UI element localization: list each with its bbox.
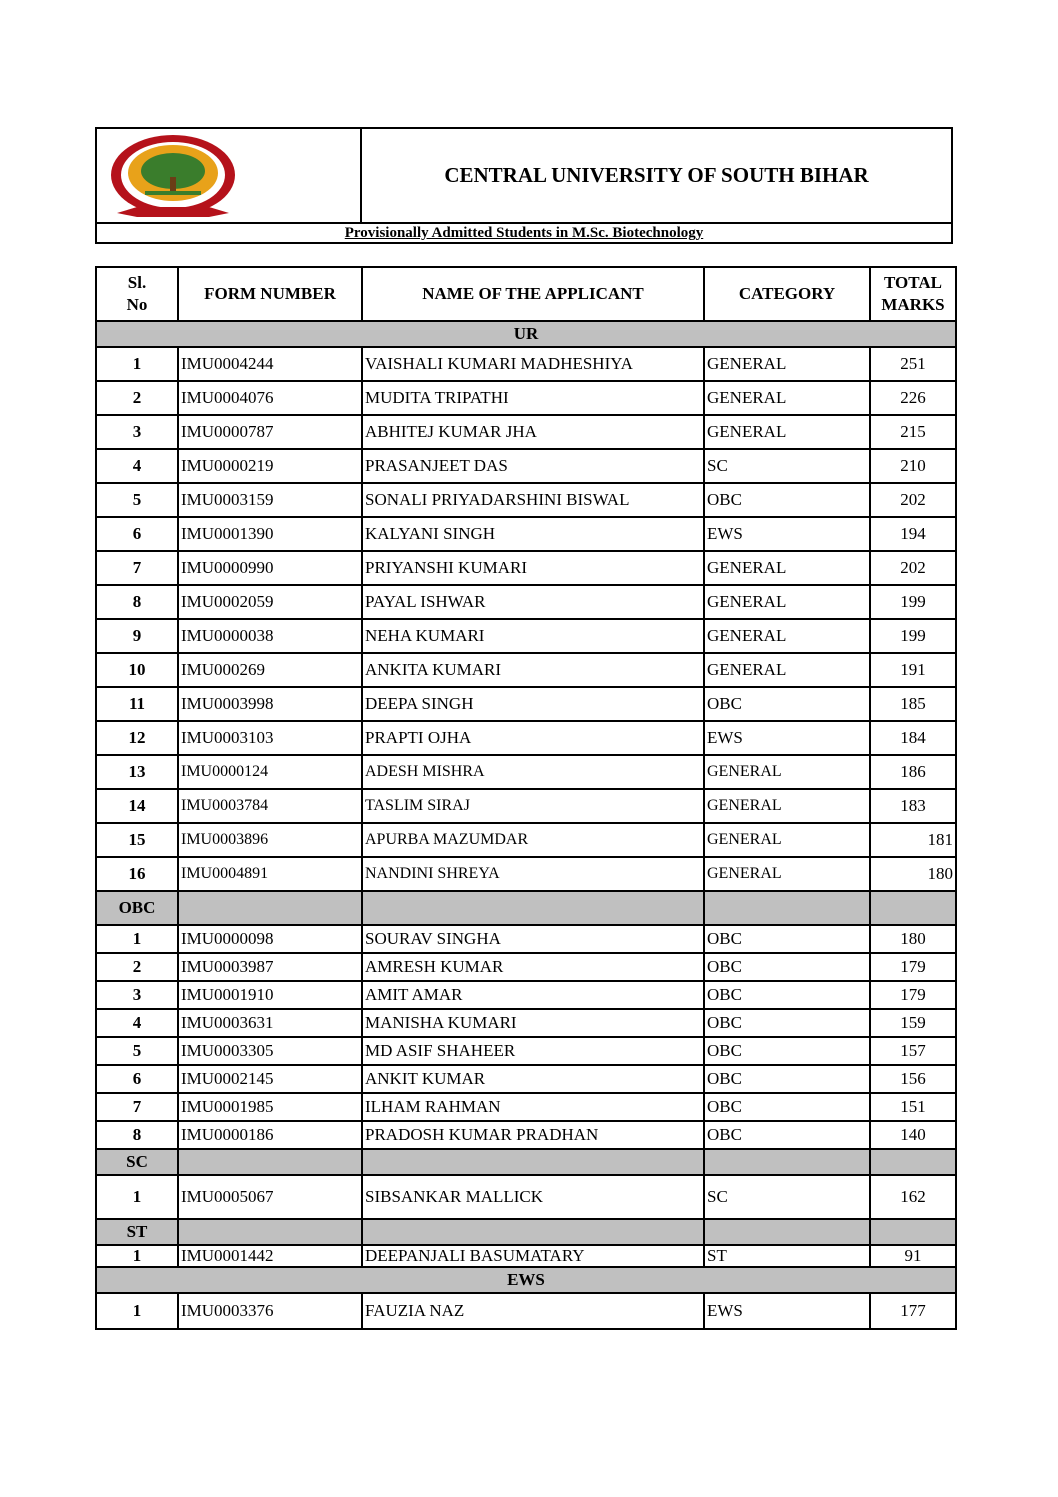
row-form-number: IMU0000186	[178, 1121, 362, 1149]
section-row-sc	[96, 1149, 956, 1175]
row-total-marks: 186	[870, 755, 956, 789]
row-category: OBC	[704, 1065, 870, 1093]
page-subtitle: Provisionally Admitted Students in M.Sc. Biotechnology	[97, 222, 951, 242]
logo-cell	[97, 129, 362, 222]
section-label: SC	[96, 1149, 178, 1175]
row-form-number: IMU0000219	[178, 449, 362, 483]
row-category: EWS	[704, 517, 870, 551]
row-serial: 1	[96, 347, 178, 381]
col-header-marks-line1: TOTAL	[884, 273, 942, 292]
row-total-marks: 140	[870, 1121, 956, 1149]
row-total-marks: 185	[870, 687, 956, 721]
section-row-st	[96, 1219, 956, 1245]
row-category: GENERAL	[704, 415, 870, 449]
row-form-number: IMU0004891	[178, 857, 362, 891]
table-row	[96, 1093, 956, 1121]
table-row	[96, 1121, 956, 1149]
row-category: SC	[704, 449, 870, 483]
row-category: OBC	[704, 483, 870, 517]
row-serial: 10	[96, 653, 178, 687]
table-row	[96, 1009, 956, 1037]
row-total-marks: 180	[870, 925, 956, 953]
row-total-marks: 159	[870, 1009, 956, 1037]
row-applicant-name: PRAPTI OJHA	[362, 721, 704, 755]
row-serial: 7	[96, 551, 178, 585]
row-category: EWS	[704, 1293, 870, 1329]
row-applicant-name: PRASANJEET DAS	[362, 449, 704, 483]
table-row	[96, 415, 956, 449]
row-serial: 2	[96, 953, 178, 981]
row-serial: 1	[96, 925, 178, 953]
section-cell	[870, 891, 956, 925]
row-applicant-name: PRADOSH KUMAR PRADHAN	[362, 1121, 704, 1149]
row-applicant-name: DEEPANJALI BASUMATARY	[362, 1245, 704, 1267]
section-row-ur	[96, 321, 956, 347]
row-applicant-name: AMRESH KUMAR	[362, 953, 704, 981]
row-serial: 5	[96, 1037, 178, 1065]
row-form-number: IMU0003998	[178, 687, 362, 721]
row-serial: 9	[96, 619, 178, 653]
row-serial: 1	[96, 1175, 178, 1219]
row-form-number: IMU0003631	[178, 1009, 362, 1037]
section-cell	[362, 1219, 704, 1245]
row-applicant-name: MD ASIF SHAHEER	[362, 1037, 704, 1065]
row-total-marks: 156	[870, 1065, 956, 1093]
row-category: GENERAL	[704, 823, 870, 857]
table-row	[96, 925, 956, 953]
table-row	[96, 981, 956, 1009]
row-form-number: IMU0000098	[178, 925, 362, 953]
row-applicant-name: ILHAM RAHMAN	[362, 1093, 704, 1121]
row-form-number: IMU0001442	[178, 1245, 362, 1267]
row-form-number: IMU0003987	[178, 953, 362, 981]
row-category: EWS	[704, 721, 870, 755]
row-total-marks: 202	[870, 551, 956, 585]
row-applicant-name: NEHA KUMARI	[362, 619, 704, 653]
section-label: EWS	[96, 1267, 956, 1293]
row-form-number: IMU0004244	[178, 347, 362, 381]
row-form-number: IMU0002145	[178, 1065, 362, 1093]
row-serial: 4	[96, 449, 178, 483]
row-category: OBC	[704, 1037, 870, 1065]
section-cell	[178, 1219, 362, 1245]
row-serial: 8	[96, 1121, 178, 1149]
table-row	[96, 857, 956, 891]
row-applicant-name: TASLIM SIRAJ	[362, 789, 704, 823]
row-category: GENERAL	[704, 619, 870, 653]
row-category: GENERAL	[704, 347, 870, 381]
row-category: OBC	[704, 1093, 870, 1121]
section-cell	[870, 1149, 956, 1175]
col-header-marks	[870, 267, 956, 321]
row-category: GENERAL	[704, 789, 870, 823]
row-form-number: IMU0003376	[178, 1293, 362, 1329]
row-total-marks: 251	[870, 347, 956, 381]
table-row	[96, 789, 956, 823]
row-category: GENERAL	[704, 653, 870, 687]
table-row	[96, 483, 956, 517]
table-row	[96, 721, 956, 755]
table-row	[96, 347, 956, 381]
row-total-marks: 91	[870, 1245, 956, 1267]
row-serial: 6	[96, 517, 178, 551]
row-form-number: IMU0000124	[178, 755, 362, 789]
row-form-number: IMU0003159	[178, 483, 362, 517]
row-total-marks: 226	[870, 381, 956, 415]
row-category: OBC	[704, 953, 870, 981]
row-total-marks: 210	[870, 449, 956, 483]
table-row	[96, 1293, 956, 1329]
section-cell	[362, 891, 704, 925]
row-total-marks: 191	[870, 653, 956, 687]
row-serial: 6	[96, 1065, 178, 1093]
table-row	[96, 449, 956, 483]
col-header-sl-line1: Sl.	[127, 273, 147, 292]
row-total-marks: 181	[870, 823, 956, 857]
row-applicant-name: PAYAL ISHWAR	[362, 585, 704, 619]
table-row	[96, 1065, 956, 1093]
row-total-marks: 199	[870, 619, 956, 653]
row-serial: 7	[96, 1093, 178, 1121]
row-category: GENERAL	[704, 551, 870, 585]
row-category: SC	[704, 1175, 870, 1219]
row-form-number: IMU0001985	[178, 1093, 362, 1121]
header-block	[95, 127, 953, 244]
row-form-number: IMU0003784	[178, 789, 362, 823]
row-total-marks: 179	[870, 981, 956, 1009]
row-total-marks: 162	[870, 1175, 956, 1219]
row-category: OBC	[704, 687, 870, 721]
row-category: OBC	[704, 981, 870, 1009]
table-row	[96, 619, 956, 653]
table-row	[96, 953, 956, 981]
row-form-number: IMU000269	[178, 653, 362, 687]
row-applicant-name: SONALI PRIYADARSHINI BISWAL	[362, 483, 704, 517]
row-applicant-name: FAUZIA NAZ	[362, 1293, 704, 1329]
table-row	[96, 823, 956, 857]
section-cell	[704, 1149, 870, 1175]
section-label: OBC	[96, 891, 178, 925]
table-row	[96, 517, 956, 551]
row-total-marks: 215	[870, 415, 956, 449]
university-title: CENTRAL UNIVERSITY OF SOUTH BIHAR	[444, 163, 869, 187]
row-category: OBC	[704, 1009, 870, 1037]
row-applicant-name: SIBSANKAR MALLICK	[362, 1175, 704, 1219]
row-total-marks: 194	[870, 517, 956, 551]
row-serial: 12	[96, 721, 178, 755]
row-form-number: IMU0005067	[178, 1175, 362, 1219]
row-serial: 3	[96, 981, 178, 1009]
row-serial: 15	[96, 823, 178, 857]
table-row	[96, 1037, 956, 1065]
row-applicant-name: MANISHA KUMARI	[362, 1009, 704, 1037]
row-total-marks: 177	[870, 1293, 956, 1329]
row-serial: 14	[96, 789, 178, 823]
section-cell	[362, 1149, 704, 1175]
row-applicant-name: DEEPA SINGH	[362, 687, 704, 721]
section-cell	[704, 1219, 870, 1245]
row-applicant-name: ANKITA KUMARI	[362, 653, 704, 687]
row-serial: 13	[96, 755, 178, 789]
admitted-students-table	[95, 266, 957, 1330]
table-row	[96, 381, 956, 415]
row-applicant-name: NANDINI SHREYA	[362, 857, 704, 891]
col-header-sl-line2: No	[126, 295, 148, 314]
col-header-category: CATEGORY	[704, 267, 870, 321]
row-form-number: IMU0000990	[178, 551, 362, 585]
row-total-marks: 184	[870, 721, 956, 755]
col-header-form: FORM NUMBER	[178, 267, 362, 321]
row-applicant-name: ANKIT KUMAR	[362, 1065, 704, 1093]
row-form-number: IMU0001390	[178, 517, 362, 551]
row-category: GENERAL	[704, 585, 870, 619]
section-row-ews	[96, 1267, 956, 1293]
row-category: ST	[704, 1245, 870, 1267]
row-applicant-name: VAISHALI KUMARI MADHESHIYA	[362, 347, 704, 381]
row-serial: 11	[96, 687, 178, 721]
section-label: ST	[96, 1219, 178, 1245]
row-applicant-name: SOURAV SINGHA	[362, 925, 704, 953]
section-cell	[704, 891, 870, 925]
row-total-marks: 179	[870, 953, 956, 981]
table-row	[96, 551, 956, 585]
row-serial: 3	[96, 415, 178, 449]
col-header-sl	[96, 267, 178, 321]
row-serial: 5	[96, 483, 178, 517]
university-logo	[107, 133, 239, 219]
row-serial: 2	[96, 381, 178, 415]
table-row	[96, 1245, 956, 1267]
table-row	[96, 1175, 956, 1219]
row-category: OBC	[704, 925, 870, 953]
section-cell	[178, 891, 362, 925]
row-serial: 1	[96, 1245, 178, 1267]
row-form-number: IMU0004076	[178, 381, 362, 415]
col-header-name: NAME OF THE APPLICANT	[362, 267, 704, 321]
section-cell	[870, 1219, 956, 1245]
section-row-obc	[96, 891, 956, 925]
row-total-marks: 151	[870, 1093, 956, 1121]
row-applicant-name: PRIYANSHI KUMARI	[362, 551, 704, 585]
row-applicant-name: ABHITEJ KUMAR JHA	[362, 415, 704, 449]
row-total-marks: 157	[870, 1037, 956, 1065]
row-serial: 4	[96, 1009, 178, 1037]
table-row	[96, 755, 956, 789]
row-serial: 8	[96, 585, 178, 619]
row-form-number: IMU0003103	[178, 721, 362, 755]
row-applicant-name: AMIT AMAR	[362, 981, 704, 1009]
row-total-marks: 180	[870, 857, 956, 891]
table-header-row	[96, 267, 956, 321]
table-row	[96, 585, 956, 619]
row-total-marks: 183	[870, 789, 956, 823]
row-form-number: IMU0000787	[178, 415, 362, 449]
row-applicant-name: APURBA MAZUMDAR	[362, 823, 704, 857]
row-serial: 16	[96, 857, 178, 891]
row-total-marks: 202	[870, 483, 956, 517]
row-serial: 1	[96, 1293, 178, 1329]
row-category: OBC	[704, 1121, 870, 1149]
row-form-number: IMU0002059	[178, 585, 362, 619]
row-form-number: IMU0000038	[178, 619, 362, 653]
row-form-number: IMU0001910	[178, 981, 362, 1009]
col-header-marks-line2: MARKS	[881, 295, 945, 314]
table-row	[96, 653, 956, 687]
section-label: UR	[96, 321, 956, 347]
row-category: GENERAL	[704, 857, 870, 891]
row-applicant-name: ADESH MISHRA	[362, 755, 704, 789]
table-row	[96, 687, 956, 721]
row-total-marks: 199	[870, 585, 956, 619]
row-form-number: IMU0003305	[178, 1037, 362, 1065]
row-category: GENERAL	[704, 755, 870, 789]
row-applicant-name: MUDITA TRIPATHI	[362, 381, 704, 415]
section-cell	[178, 1149, 362, 1175]
row-applicant-name: KALYANI SINGH	[362, 517, 704, 551]
row-category: GENERAL	[704, 381, 870, 415]
row-form-number: IMU0003896	[178, 823, 362, 857]
